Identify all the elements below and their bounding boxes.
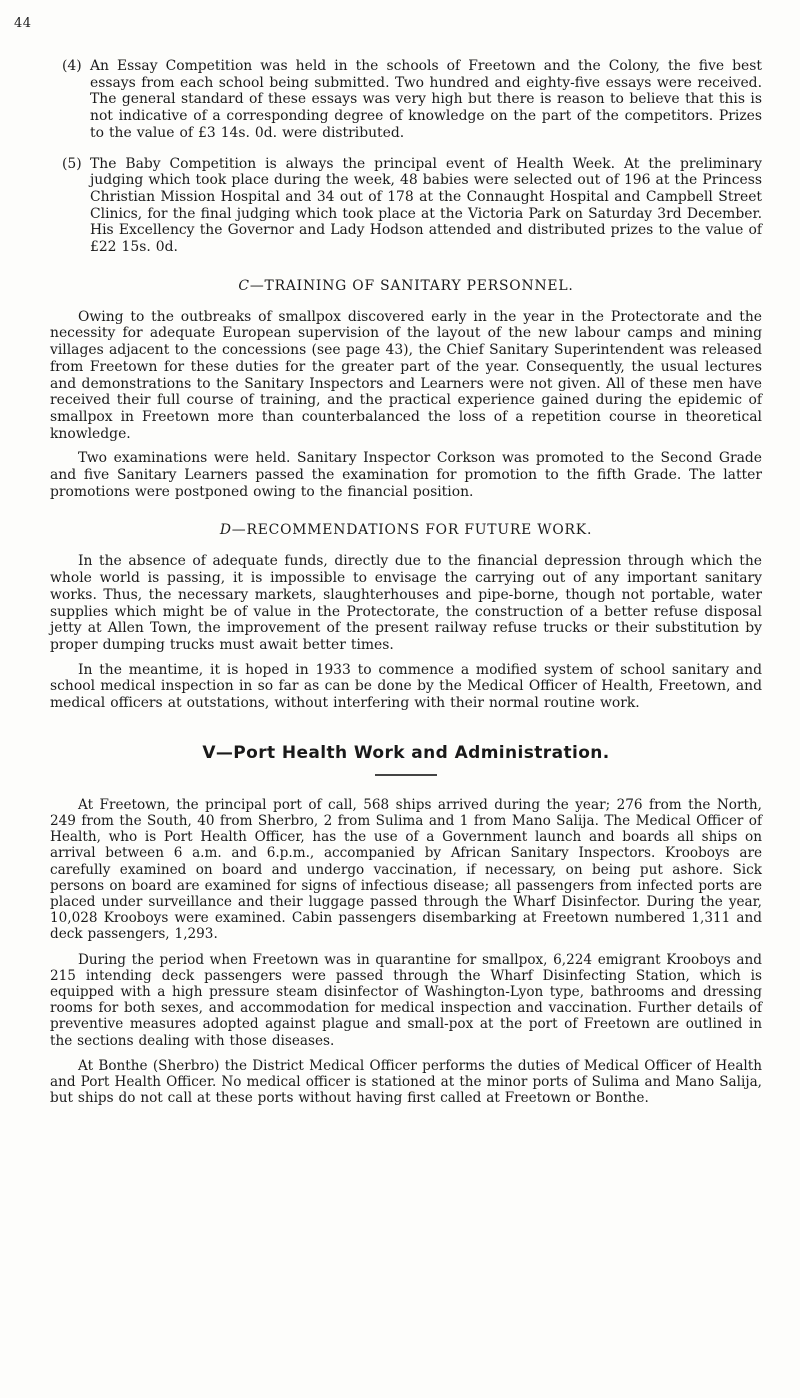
paragraph: In the meantime, it is hoped in 1933 to commence a modified system of school sanitary and school medical inspection in so far as can be done by the Medical Officer of Health, Freetown, and medical officers at outstations, without interfering with their normal routine work. xyxy=(50,661,762,712)
section-letter: D xyxy=(219,522,232,539)
page-number: 44 xyxy=(14,16,32,31)
paragraph: At Freetown, the principal port of call, 568 ships arrived during the year; 276 from the North, 249 from the South, 40 from Sherbro, 2 from Sulima and 1 from Mano Salija. The Medical Officer of Health, who is Port Health Officer, has the use of a Government launch and boards all ships on arrival between 6 a.m. and 6.p.m., accompanied by African Sanitary Inspectors. Krooboys are carefully examined on board and undergo vaccination, if necessary, on being put ashore. Sick persons on board are examined for signs of infectious disease; all passengers from infected ports are placed under surveillance and their luggage passed through the Wharf Disinfector. During the year, 10,028 Krooboys were examined. Cabin passengers disembarking at Freetown numbered 1,311 and deck passengers, 1,293. xyxy=(50,796,762,943)
page-content xyxy=(50,58,762,1106)
list-item-5 xyxy=(62,156,762,256)
section-title: —TRAINING OF SANITARY PERSONNEL. xyxy=(249,277,574,294)
section-heading-d xyxy=(50,521,762,539)
section-letter: C xyxy=(238,277,250,294)
list-item-number: (5) xyxy=(62,155,82,172)
paragraph: Two examinations were held. Sanitary Inspector Corkson was promoted to the Second Grade and five Sanitary Learners passed the examination for promotion to the fifth Grade. The latter promotions were postponed owing to the financial position. xyxy=(50,450,762,500)
list-item-text: The Baby Competition is always the principal event of Health Week. At the preliminary judging which took place during the week, 48 babies were selected out of 196 at the Princess Christian Mission Hospital and 34 out of 178 at the Connaught Hospital and Campbell Street Clinics, for the final judging which took place at the Victoria Park on Saturday 3rd December. His Excellency the Governor and Lady Hodson attended and distributed prizes to the value of £22 15s. 0d. xyxy=(90,155,762,256)
paragraph: At Bonthe (Sherbro) the District Medical Officer performs the duties of Medical Officer of Health and Port Health Officer. No medical officer is stationed at the minor ports of Sulima and Mano Salija, but ships do not call at these ports without having first called at Freetown or Bonthe. xyxy=(50,1057,762,1107)
list-item-text: An Essay Competition was held in the schools of Freetown and the Colony, the five best essays from each school being submitted. Two hundred and eighty-five essays were received. The general standard of these essays was very high but there is reason to believe that this is not indicative of a corresponding degree of knowledge on the part of the competitors. Prizes to the value of £3 14s. 0d. were distributed. xyxy=(90,58,762,141)
list-item-4 xyxy=(62,58,762,142)
paragraph: In the absence of adequate funds, directly due to the financial depression through which the whole world is passing, it is impossible to envisage the carrying out of any important sanitary works. Thus, the necessary markets, slaughterhouses and pipe-borne, though not portable, water supplies which might be of value in the Protectorate, the construction of a better refuse disposal jetty at Allen Town, the improvement of the present railway refuse trucks or their substitution by proper dumping trucks must await better times. xyxy=(50,553,762,653)
paragraph: Owing to the outbreaks of smallpox discovered early in the year in the Protectorate and the necessity for adequate European supervision of the layout of the new labour camps and mining villages adjacent to the concessions (see page 43), the Chief Sanitary Superintendent was released from Freetown for these duties for the greater part of the year. Consequently, the usual lectures and demonstrations to the Sanitary Inspectors and Learners were not given. All of these men have received their full course of training, and the practical experience gained during the epidemic of smallpox in Freetown more than counterbalanced the loss of a repetition course in theoretical knowledge. xyxy=(50,308,762,442)
paragraph: During the period when Freetown was in quarantine for smallpox, 6,224 emigrant Krooboys and 215 intending deck passengers were passed through the Wharf Disinfecting Station, which is equipped with a high pressure steam disinfector of Washington-Lyon type, bathrooms and dressing rooms for both sexes, and accommodation for medical inspection and vaccination. Further details of preventive measures adopted against plague and small-pox at the port of Freetown are outlined in the sections dealing with those diseases. xyxy=(50,951,762,1049)
list-item-number: (4) xyxy=(62,58,82,74)
section-title: —RECOMMENDATIONS FOR FUTURE WORK. xyxy=(231,522,593,539)
port-health-section xyxy=(50,797,762,1107)
chapter-heading: V—Port Health Work and Administration. xyxy=(202,742,610,763)
section-heading-c xyxy=(50,277,762,295)
